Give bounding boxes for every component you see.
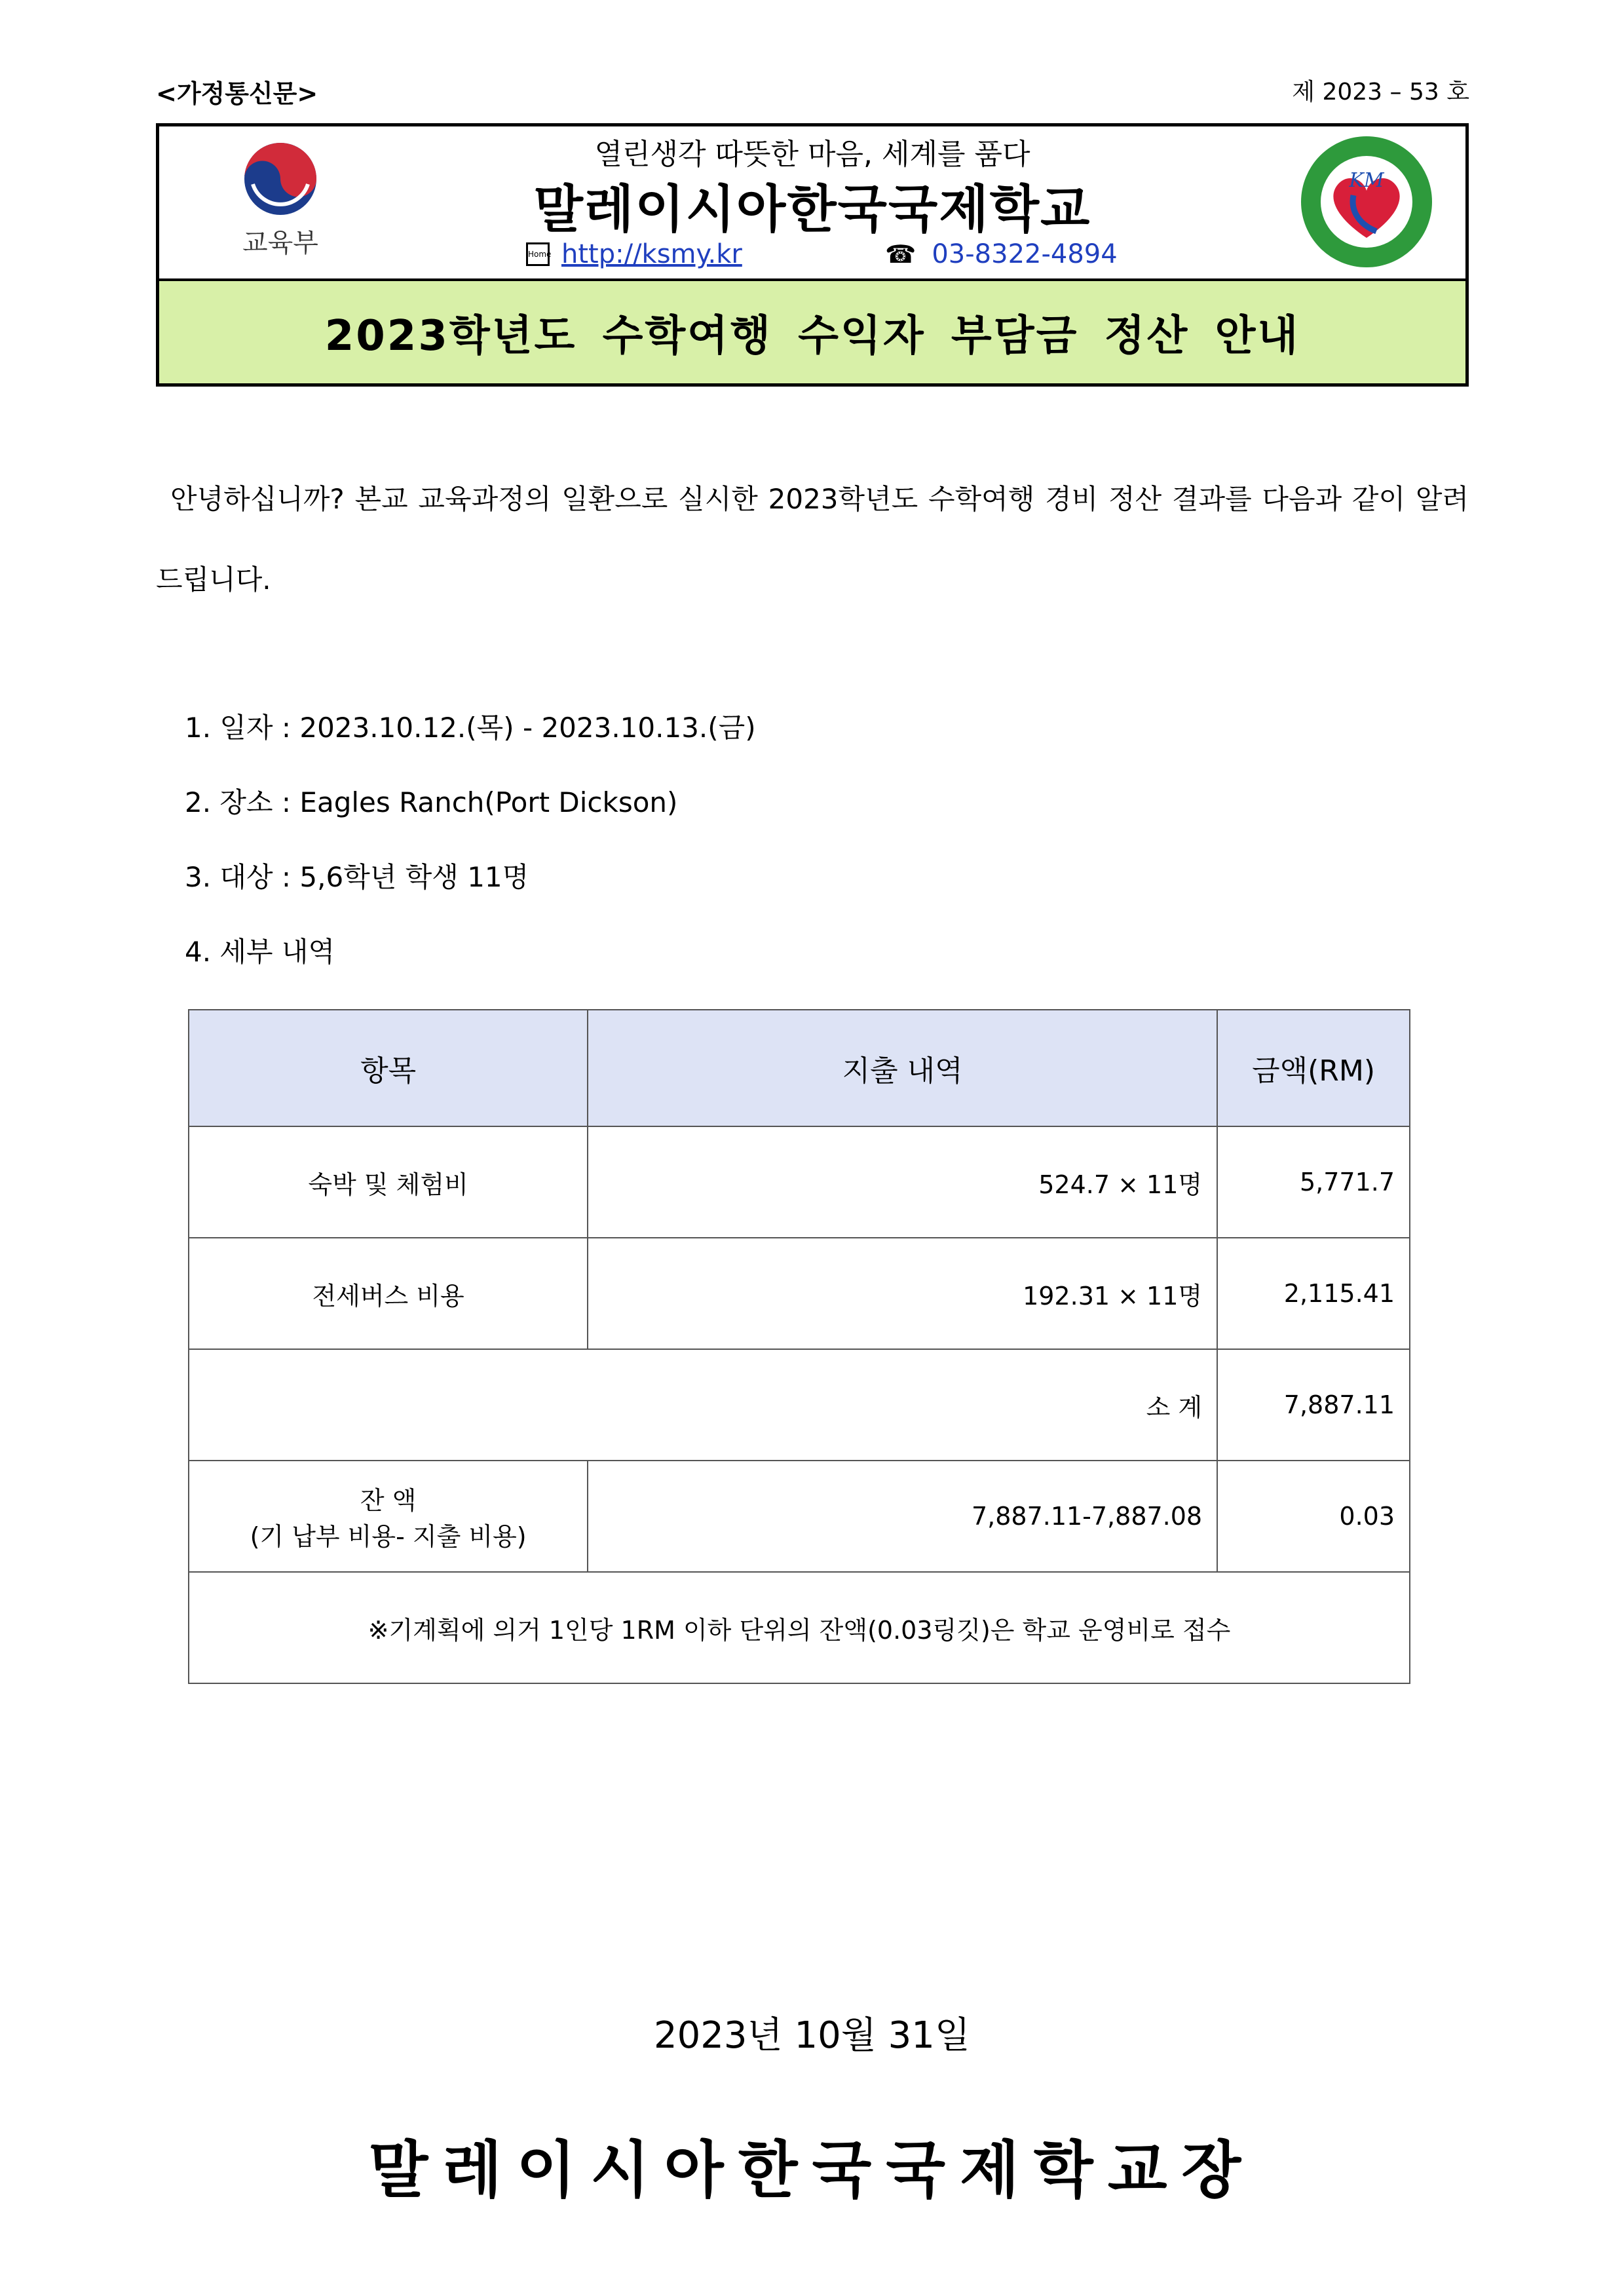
- intro-text: 안녕하십니까? 본교 교육과정의 일환으로 실시한 2023학년도 수학여행 경비 정산 결과를 다음과 같이 알려드립니다.: [156, 483, 1469, 596]
- item-place: 2. 장소 : Eagles Ranch(Port Dickson): [185, 786, 678, 818]
- table-row: [189, 1126, 1410, 1238]
- school-name: 말레이시아한국국제학교: [533, 180, 1091, 239]
- principal-signature: 말레이시아한국국제학교장: [368, 2135, 1256, 2206]
- school-emblem-icon: [1298, 133, 1435, 271]
- school-logo: [1298, 133, 1435, 271]
- item-target: 3. 대상 : 5,6학년 학생 11명: [185, 861, 529, 893]
- table-note: ※기계획에 의거 1인당 1RM 이하 단위의 잔액(0.03링깃)은 학교 운영비로 접수: [189, 1572, 1410, 1683]
- table-header-row: [189, 1010, 1410, 1126]
- homepage-info: [526, 239, 742, 269]
- newsletter-tag: <가정통신문>: [156, 79, 318, 108]
- school-slogan: 열린생각 따뜻한 마음, 세계를 품다: [594, 138, 1030, 171]
- ministry-label: 교육부: [242, 228, 318, 258]
- phone-number: 03-8322-4894: [932, 239, 1118, 269]
- note-row: [189, 1572, 1410, 1683]
- expense-table: [188, 1009, 1410, 1684]
- subtotal-amount: 7,887.11: [1217, 1349, 1410, 1461]
- row-item: 전세버스 비용: [189, 1238, 588, 1349]
- home-icon: Home: [526, 242, 550, 266]
- row-detail: 524.7 × 11명: [588, 1126, 1217, 1238]
- title-band: [159, 281, 1465, 383]
- item-details: 4. 세부 내역: [185, 936, 335, 968]
- row-detail: 192.31 × 11명: [588, 1238, 1217, 1349]
- subtotal-label: 소 계: [189, 1349, 1217, 1461]
- balance-row: [189, 1461, 1410, 1572]
- notice-title: 2023학년도 수학여행 수익자 부담금 정산 안내: [324, 312, 1300, 360]
- row-amount: 5,771.7: [1217, 1126, 1410, 1238]
- balance-detail: 7,887.11-7,887.08: [588, 1461, 1217, 1572]
- issue-date: 2023년 10월 31일: [654, 2014, 970, 2057]
- telephone-icon: ☎: [885, 240, 916, 269]
- logo-mark-text: KM: [1349, 169, 1384, 192]
- header-top: [159, 126, 1465, 281]
- subtotal-row: [189, 1349, 1410, 1461]
- issue-number: 제 2023 – 53 호: [1292, 79, 1469, 105]
- balance-label: [189, 1461, 588, 1572]
- table-row: [189, 1238, 1410, 1349]
- row-amount: 2,115.41: [1217, 1238, 1410, 1349]
- header-amount: 금액(RM): [1217, 1010, 1410, 1126]
- item-date: 1. 일자 : 2023.10.12.(목) - 2023.10.13.(금): [185, 712, 756, 744]
- homepage-link[interactable]: http://ksmy.kr: [561, 239, 742, 269]
- intro-paragraph: [156, 459, 1469, 620]
- phone-info: [885, 239, 1118, 269]
- header-box: [156, 123, 1469, 387]
- header-detail: 지출 내역: [588, 1010, 1217, 1126]
- row-item: 숙박 및 체험비: [189, 1126, 588, 1238]
- header-item: 항목: [189, 1010, 588, 1126]
- balance-label-line2: (기 납부 비용- 지출 비용): [250, 1522, 527, 1551]
- balance-label-line1: 잔 액: [360, 1486, 417, 1515]
- balance-amount: 0.03: [1217, 1461, 1410, 1572]
